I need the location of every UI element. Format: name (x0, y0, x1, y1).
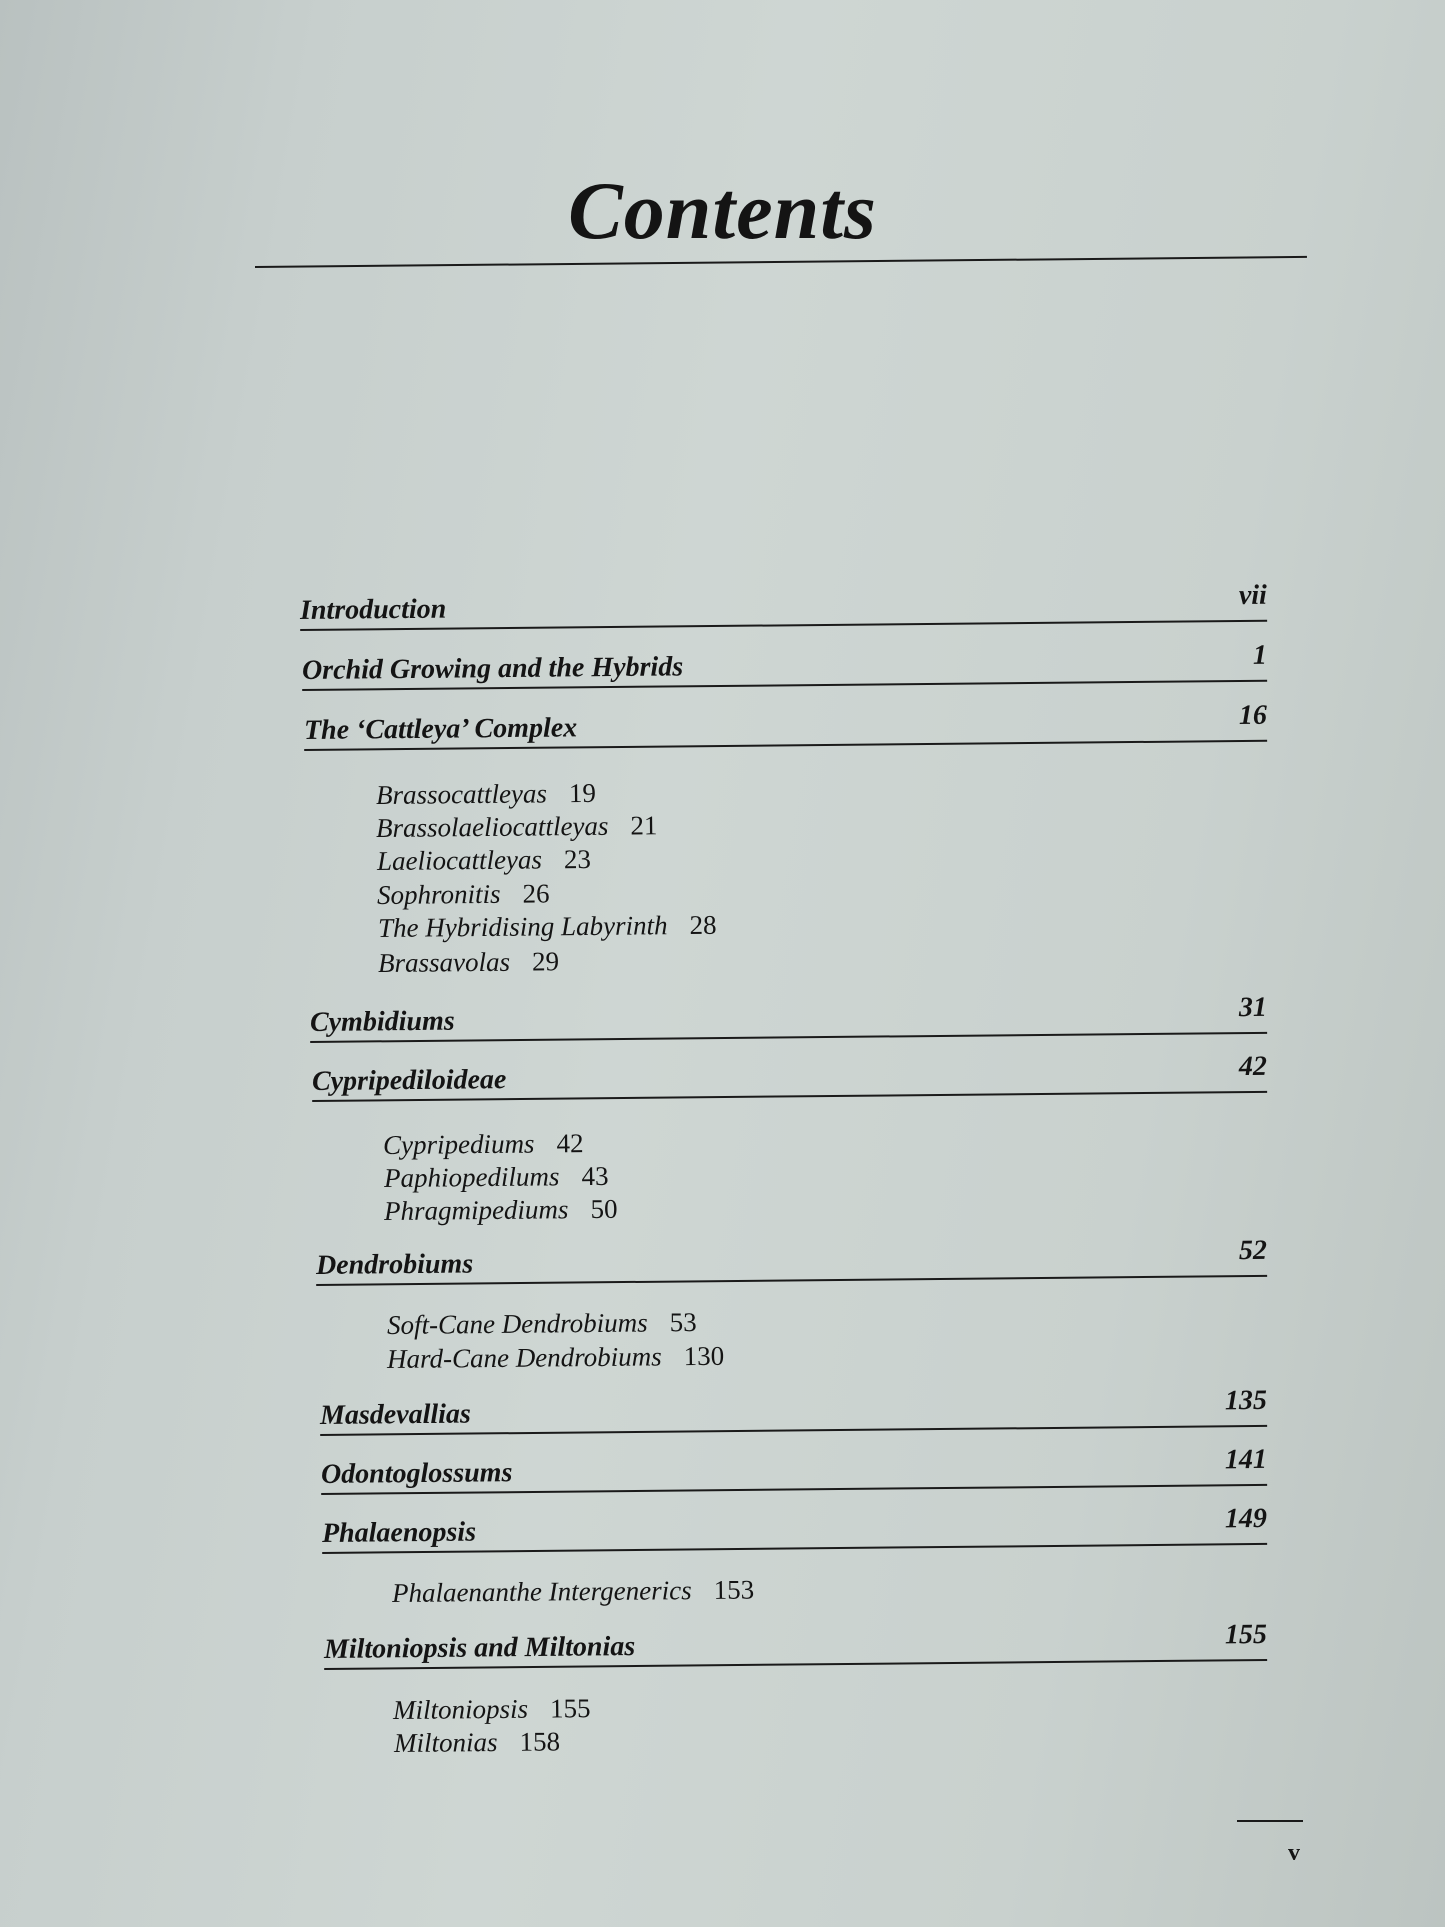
toc-subentry-page: 23 (563, 843, 592, 875)
toc-subentry-label: Brassavolas (377, 946, 511, 978)
toc-subentry-label: Sophronitis (376, 878, 501, 910)
toc-subentry-label: The Hybridising Labyrinth (377, 910, 668, 943)
toc-entry-label: Odontoglossums (320, 1457, 513, 1490)
toc-entry[interactable] (303, 699, 1268, 751)
toc-subentry[interactable] (378, 946, 559, 979)
toc-subentry[interactable] (387, 1307, 697, 1341)
toc-subentry-page: 53 (669, 1307, 697, 1338)
toc-entry-page: 149 (1224, 1502, 1268, 1535)
toc-entry[interactable] (323, 1618, 1268, 1670)
toc-entry-page: 1 (1252, 639, 1268, 671)
toc-subentry[interactable] (378, 910, 717, 944)
toc-subentry-label: Cypripediums (382, 1128, 535, 1160)
toc-entry-page: 155 (1224, 1618, 1268, 1651)
toc-subentry-page: 42 (556, 1128, 584, 1159)
folio-rule (1237, 1820, 1303, 1822)
toc-entry-label: Miltoniopsis and Miltonias (323, 1631, 636, 1665)
page-title: Contents (568, 165, 877, 256)
toc-subentry[interactable] (383, 1128, 584, 1161)
toc-entry[interactable] (309, 991, 1268, 1043)
toc-subentry[interactable] (377, 844, 591, 877)
toc-entry[interactable] (320, 1443, 1268, 1495)
toc-entry-page: 16 (1238, 699, 1268, 732)
toc-subentry-label: Laeliocattleyas (376, 844, 543, 876)
toc-subentry-label: Miltoniopsis (392, 1693, 529, 1725)
toc-subentry-page: 50 (590, 1193, 618, 1225)
toc-subentry-label: Miltonias (393, 1727, 498, 1758)
toc-subentry-label: Soft-Cane Dendrobiums (386, 1307, 648, 1340)
toc-entry-label: Phalaenopsis (321, 1516, 477, 1549)
toc-entry-page: vii (1238, 579, 1268, 611)
toc-subentry-label: Brassolaeliocattleyas (375, 810, 609, 843)
toc-subentry-label: Phragmipediums (383, 1194, 569, 1226)
toc-subentry[interactable] (394, 1726, 560, 1759)
toc-subentry-page: 21 (630, 810, 658, 841)
toc-subentry[interactable] (387, 1341, 725, 1375)
toc-subentry[interactable] (376, 810, 658, 844)
toc-entry-label: Dendrobiums (315, 1248, 474, 1281)
toc-entry-page: 42 (1238, 1050, 1268, 1083)
toc-subentry-label: Phalaenanthe Intergenerics (391, 1575, 692, 1608)
toc-entry[interactable] (315, 1234, 1268, 1286)
toc-entry-page: 141 (1224, 1443, 1268, 1476)
toc-subentry[interactable] (384, 1161, 609, 1194)
toc-subentry-page: 29 (531, 946, 560, 977)
toc-subentry[interactable] (384, 1194, 618, 1227)
toc-subentry-page: 158 (519, 1726, 561, 1757)
toc-entry-label: Orchid Growing and the Hybrids (301, 651, 684, 686)
toc-entry-label: Cypripediloideae (311, 1064, 507, 1097)
toc-subentry-label: Brassocattleyas (375, 778, 548, 810)
toc-subentry[interactable] (376, 778, 596, 811)
toc-subentry-page: 155 (549, 1693, 591, 1724)
toc-entry-label: The ‘Cattleya’ Complex (303, 712, 578, 746)
toc-subentry-label: Hard-Cane Dendrobiums (386, 1341, 662, 1374)
page-number: v (1288, 1840, 1300, 1866)
toc-entry[interactable] (321, 1502, 1268, 1554)
toc-entry[interactable] (319, 1384, 1268, 1436)
toc-entry-page: 31 (1238, 991, 1268, 1024)
toc-subentry-label: Paphiopedilums (383, 1161, 560, 1193)
toc-subentry-page: 43 (581, 1160, 609, 1192)
toc-entry[interactable] (301, 639, 1268, 691)
toc-subentry-page: 26 (522, 878, 550, 909)
toc-subentry[interactable] (393, 1693, 591, 1726)
toc-subentry[interactable] (392, 1575, 754, 1609)
toc-subentry-page: 28 (689, 909, 717, 941)
toc-entry-page: 135 (1224, 1384, 1268, 1417)
toc-subentry-page: 130 (683, 1340, 725, 1372)
toc-entry-label: Masdevallias (319, 1398, 472, 1431)
toc-entry-page: 52 (1238, 1234, 1268, 1267)
toc-entry[interactable] (311, 1050, 1268, 1102)
toc-entry-label: Cymbidiums (309, 1005, 455, 1038)
toc-entry[interactable] (299, 579, 1268, 631)
toc-subentry-page: 153 (713, 1574, 755, 1605)
toc-subentry-page: 19 (568, 777, 597, 809)
toc-entry-label: Introduction (299, 593, 447, 626)
toc-subentry[interactable] (377, 878, 550, 911)
